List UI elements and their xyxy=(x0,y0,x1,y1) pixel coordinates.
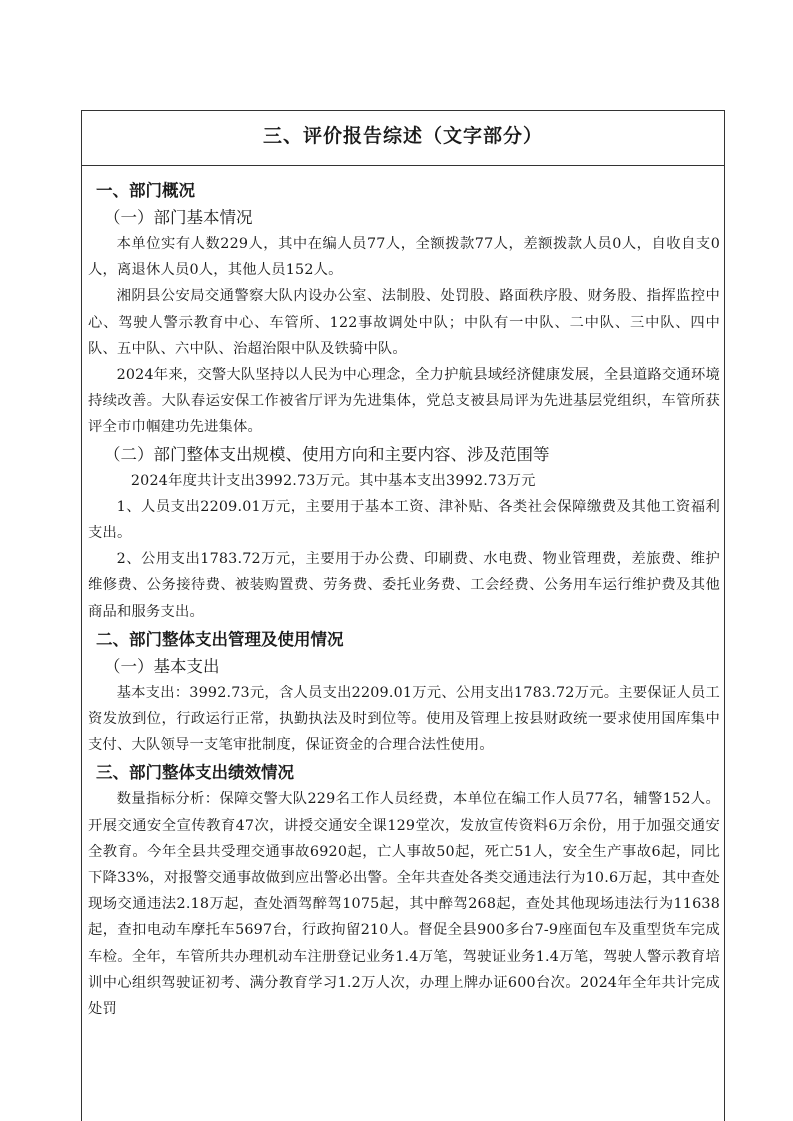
title-divider xyxy=(82,165,724,166)
paragraph: 本单位实有人数229人，其中在编人员77人，全额拨款77人，差额拨款人员0人，自收自支0人，离退休人员0人，其他人员152人。 xyxy=(88,236,720,279)
page-title: 三、评价报告综述（文字部分） xyxy=(262,125,543,147)
paragraph: 1、人员支出2209.01万元，主要用于基本工资、津补贴、各类社会保障缴费及其他工资福利支出。 xyxy=(88,498,720,542)
paragraph: 2、公用支出1783.72万元，主要用于办公费、印刷费、水电费、物业管理费，差旅费、维护维修费、公务接待费、被装购置费、劳务费、委托业务费、工会经费、公务用车运行维护费及其他商品和服务支出。 xyxy=(88,551,720,620)
paragraph: 2024年来，交警大队坚持以人民为中心理念，全力护航县域经济健康发展，全县道路交通环境持续改善。大队春运安保工作被省厅评为先进集体，党总支被县局评为先进基层党组织，车管所获评全市巾帼建功先进集体。 xyxy=(88,367,720,436)
section-heading: 二、部门整体支出管理及使用情况 xyxy=(96,629,344,649)
subsection-heading: （一）基本支出 xyxy=(104,656,220,676)
report-body xyxy=(88,176,720,1022)
section-heading: 一、部门概况 xyxy=(96,181,195,200)
subsection-heading: （一）部门基本情况 xyxy=(104,208,253,227)
paragraph: 数量指标分析：保障交警大队229名工作人员经费，本单位在编工作人员77名，辅警152人。开展交通安全宣传教育47次，讲授交通安全课129堂次，发放宣传资料6万余份，用于加强交通安全教育。今年全县共受理交通事故6920起，亡人事故50起，死亡51人，安全生产事故6起，同比下降33%，对报警交通事故做到应出警必出警。全年共查处各类交通违法行为10.6万起，其中查处现场交通违法2.18万起，查处酒驾醉驾1075起，其中醉驾268起，查处其他现场违法行为11638起，查扣电动车摩托车5697台，行政拘留210人。督促全县900多台7-9座面包车及重型货车完成车检。全年，车管所共办理机动车注册登记业务1.4万笔，驾驶证业务1.4万笔，驾驶人警示教育培训中心组织驾驶证初考、满分教育学习1.2万人次，办理上牌办证600台次。2024年全年共计完成处罚 xyxy=(88,791,720,1018)
paragraph: 湘阴县公安局交通警察大队内设办公室、法制股、处罚股、路面秩序股、财务股、指挥监控中心、驾驶人警示教育中心、车管所、122事故调处中队；中队有一中队、二中队、三中队、四中队、五中队、六中队、治超治限中队及铁骑中队。 xyxy=(88,288,720,357)
paragraph: 基本支出：3992.73元，含人员支出2209.01万元、公用支出1783.72万元。主要保证人员工资发放到位，行政运行正常，执勤执法及时到位等。使用及管理上按县财政统一要求使用国库集中支付、大队领导一支笔审批制度，保证资金的合理合法性使用。 xyxy=(88,684,720,754)
total-expenditure-line: 2024年度共计支出3992.73万元。其中基本支出3992.73万元 xyxy=(130,472,536,489)
subsection-heading: （二）部门整体支出规模、使用方向和主要内容、涉及范围等 xyxy=(104,444,550,464)
section-heading: 三、部门整体支出绩效情况 xyxy=(96,763,294,783)
